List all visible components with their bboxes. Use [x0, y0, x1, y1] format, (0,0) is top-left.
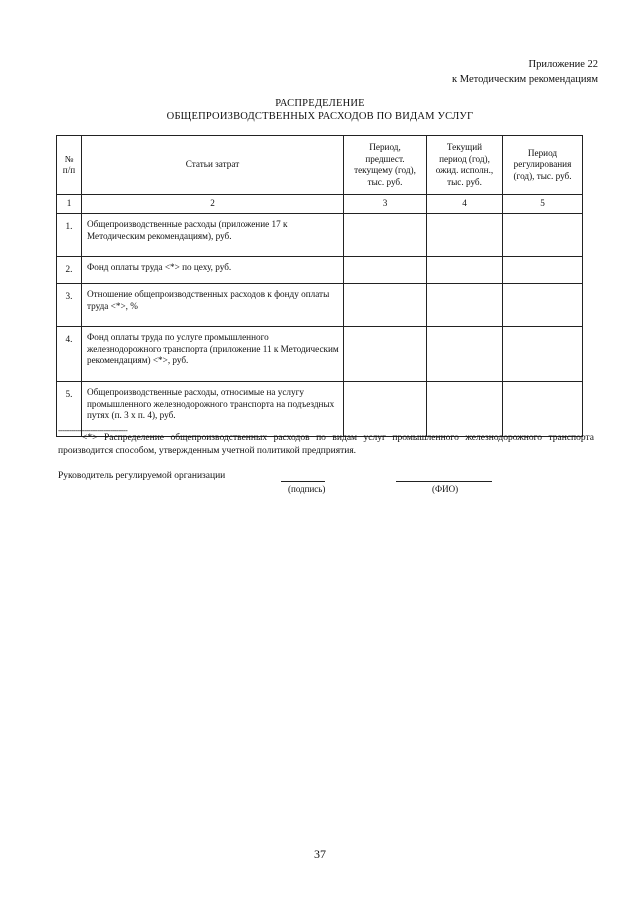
signature-caption: (подпись) — [288, 484, 326, 494]
header-regulation-period — [503, 136, 583, 195]
appendix-reference — [452, 57, 598, 87]
column-number: 2 — [82, 195, 344, 214]
header-prev-line-1: Период, — [369, 142, 401, 152]
row-number: 3. — [57, 284, 82, 327]
value-cell — [344, 214, 427, 257]
header-current-period — [427, 136, 503, 195]
row-label: Общепроизводственные расходы (приложение 17 к Методическим рекомендациям), руб. — [82, 214, 344, 257]
header-reg-line-1: Период — [527, 147, 558, 158]
cost-distribution-table — [56, 135, 583, 437]
header-number-line-1: № — [64, 153, 74, 164]
appendix-line-2: к Методическим рекомендациям — [452, 74, 598, 85]
table-row — [57, 214, 583, 257]
row-label: Общепроизводственные расходы, относимые на услугу промышленного железнодорожного транспорта на подъездных путях (п. 3 х п. 4), руб. — [82, 382, 344, 437]
row-label: Фонд оплаты труда по услуге промышленного железнодорожного транспорта (приложение 11 к Методическим рекомендациям) <*>, руб. — [82, 327, 344, 382]
value-cell — [427, 214, 503, 257]
value-cell — [344, 327, 427, 382]
page-number: 37 — [314, 847, 326, 861]
header-reg-line-3: (год), тыс. руб. — [513, 170, 572, 181]
footnote-separator: -------------------------------- — [58, 426, 128, 435]
name-caption: (ФИО) — [432, 484, 459, 494]
value-cell — [427, 327, 503, 382]
value-cell — [344, 284, 427, 327]
value-cell — [427, 284, 503, 327]
row-label: Отношение общепроизводственных расходов к фонду оплаты труда <*>, % — [82, 284, 344, 327]
value-cell — [503, 214, 583, 257]
header-prev-line-4: тыс. руб. — [367, 176, 403, 187]
table-row — [57, 284, 583, 327]
row-number: 2. — [57, 257, 82, 284]
header-cur-line-1: Текущий — [446, 142, 483, 152]
table-row — [57, 327, 583, 382]
header-cur-line-2: период (год), — [439, 153, 490, 164]
signature-line — [281, 481, 325, 482]
header-cost-item: Статьи затрат — [82, 136, 344, 195]
value-cell — [344, 257, 427, 284]
row-number: 1. — [57, 214, 82, 257]
title-line-2: ОБЩЕПРОИЗВОДСТВЕННЫХ РАСХОДОВ ПО ВИДАМ УСЛУГ — [166, 111, 474, 122]
value-cell — [427, 257, 503, 284]
document-title — [0, 97, 640, 123]
footnote-text: <*> Распределение общепроизводственных расходов по видам услуг промышленного железнодорожного транспорта производится способом, утвержденным учетной политикой предприятия. — [58, 433, 594, 456]
table-row — [57, 257, 583, 284]
column-number-row — [57, 195, 583, 214]
header-prev-line-3: текущему (год), — [354, 165, 416, 175]
value-cell — [344, 382, 427, 437]
value-cell — [503, 327, 583, 382]
row-label: Фонд оплаты труда <*> по цеху, руб. — [82, 257, 344, 284]
value-cell — [503, 284, 583, 327]
name-line — [396, 481, 492, 482]
header-number — [57, 136, 82, 195]
signature-label: Руководитель регулируемой организации — [58, 471, 226, 481]
column-number: 3 — [344, 195, 427, 214]
value-cell — [503, 382, 583, 437]
column-number: 1 — [57, 195, 82, 214]
table-header-row — [57, 136, 583, 195]
value-cell — [503, 257, 583, 284]
header-cur-line-4: тыс. руб. — [447, 176, 482, 187]
header-cur-line-3: ожид. исполн., — [435, 165, 494, 175]
row-number: 4. — [57, 327, 82, 382]
header-reg-line-2: регулирования — [513, 159, 572, 170]
header-previous-period — [344, 136, 427, 195]
value-cell — [427, 382, 503, 437]
column-number: 4 — [427, 195, 503, 214]
table-row — [57, 382, 583, 437]
header-prev-line-2: предшест. — [365, 153, 405, 164]
appendix-line-1: Приложение 22 — [528, 59, 598, 70]
column-number: 5 — [503, 195, 583, 214]
row-number: 5. — [57, 382, 82, 437]
header-number-line-2: п/п — [62, 165, 76, 175]
title-line-1: РАСПРЕДЕЛЕНИЕ — [275, 98, 365, 109]
